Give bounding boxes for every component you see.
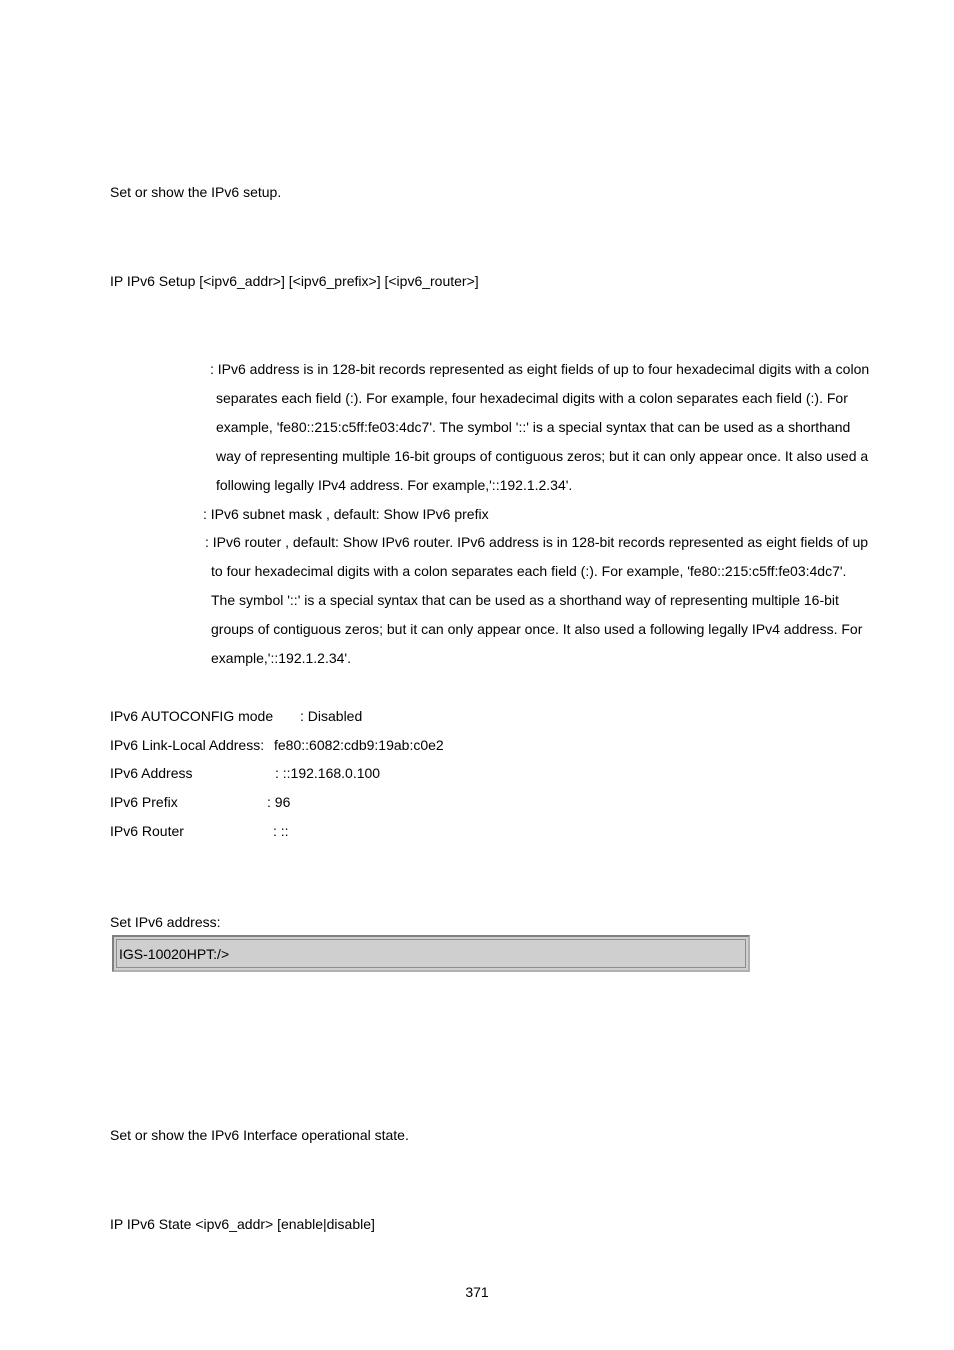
state-command-syntax: IP IPv6 State <ipv6_addr> [enable|disable] bbox=[110, 1216, 375, 1232]
example-caption: Set IPv6 address: bbox=[110, 914, 221, 930]
default-prefix-label: IPv6 Prefix bbox=[110, 794, 178, 810]
param-line: to four hexadecimal digits with a colon separates each field (:). For example, 'fe80::215:c5ff:fe03:4dc7'. bbox=[211, 563, 847, 579]
cli-example-box bbox=[112, 935, 750, 972]
default-link-local-value: fe80::6082:cdb9:19ab:c0e2 bbox=[274, 737, 444, 753]
param-ipv6-prefix-description: : IPv6 subnet mask , default: Show IPv6 prefix bbox=[203, 506, 489, 522]
state-command-description: Set or show the IPv6 Interface operational state. bbox=[110, 1127, 409, 1143]
command-description: Set or show the IPv6 setup. bbox=[110, 184, 282, 200]
param-line: example, 'fe80::215:c5ff:fe03:4dc7'. The symbol '::' is a special syntax that can be used as a shorthand bbox=[216, 419, 851, 435]
param-line: separates each field (:). For example, four hexadecimal digits with a colon separates each field (:). For bbox=[216, 390, 848, 406]
default-prefix-value: : 96 bbox=[267, 794, 291, 810]
param-line: example,'::192.1.2.34'. bbox=[211, 650, 351, 666]
param-ipv6-router-description bbox=[205, 528, 868, 673]
param-line: groups of contiguous zeros; but it can only appear once. It also used a following legally IPv4 address. For bbox=[211, 621, 863, 637]
page-number: 371 bbox=[465, 1284, 489, 1300]
cli-prompt: IGS-10020HPT:/> bbox=[116, 939, 746, 968]
default-address-value: : ::192.168.0.100 bbox=[275, 765, 381, 781]
param-line: following legally IPv4 address. For example,'::192.1.2.34'. bbox=[216, 477, 573, 493]
command-syntax: IP IPv6 Setup [<ipv6_addr>] [<ipv6_prefix>] [<ipv6_router>] bbox=[110, 273, 479, 289]
default-link-local-label: IPv6 Link-Local Address: bbox=[110, 737, 265, 753]
default-autoconfig-value: : Disabled bbox=[300, 708, 363, 724]
default-router-value: : :: bbox=[273, 823, 289, 839]
param-line: : IPv6 address is in 128-bit records represented as eight fields of up to four hexadecimal digits with a colon bbox=[210, 361, 870, 377]
default-router-label: IPv6 Router bbox=[110, 823, 184, 839]
param-ipv6-addr-description bbox=[210, 355, 869, 500]
param-line: way of representing multiple 16-bit groups of contiguous zeros; but it can only appear once. It also used a bbox=[216, 448, 869, 464]
default-address-label: IPv6 Address bbox=[110, 765, 193, 781]
default-autoconfig-label: IPv6 AUTOCONFIG mode bbox=[110, 708, 274, 724]
param-line: The symbol '::' is a special syntax that can be used as a shorthand way of representing multiple 16-bit bbox=[211, 592, 839, 608]
param-line: : IPv6 router , default: Show IPv6 router. IPv6 address is in 128-bit records represented as eight fields of up bbox=[205, 534, 869, 550]
